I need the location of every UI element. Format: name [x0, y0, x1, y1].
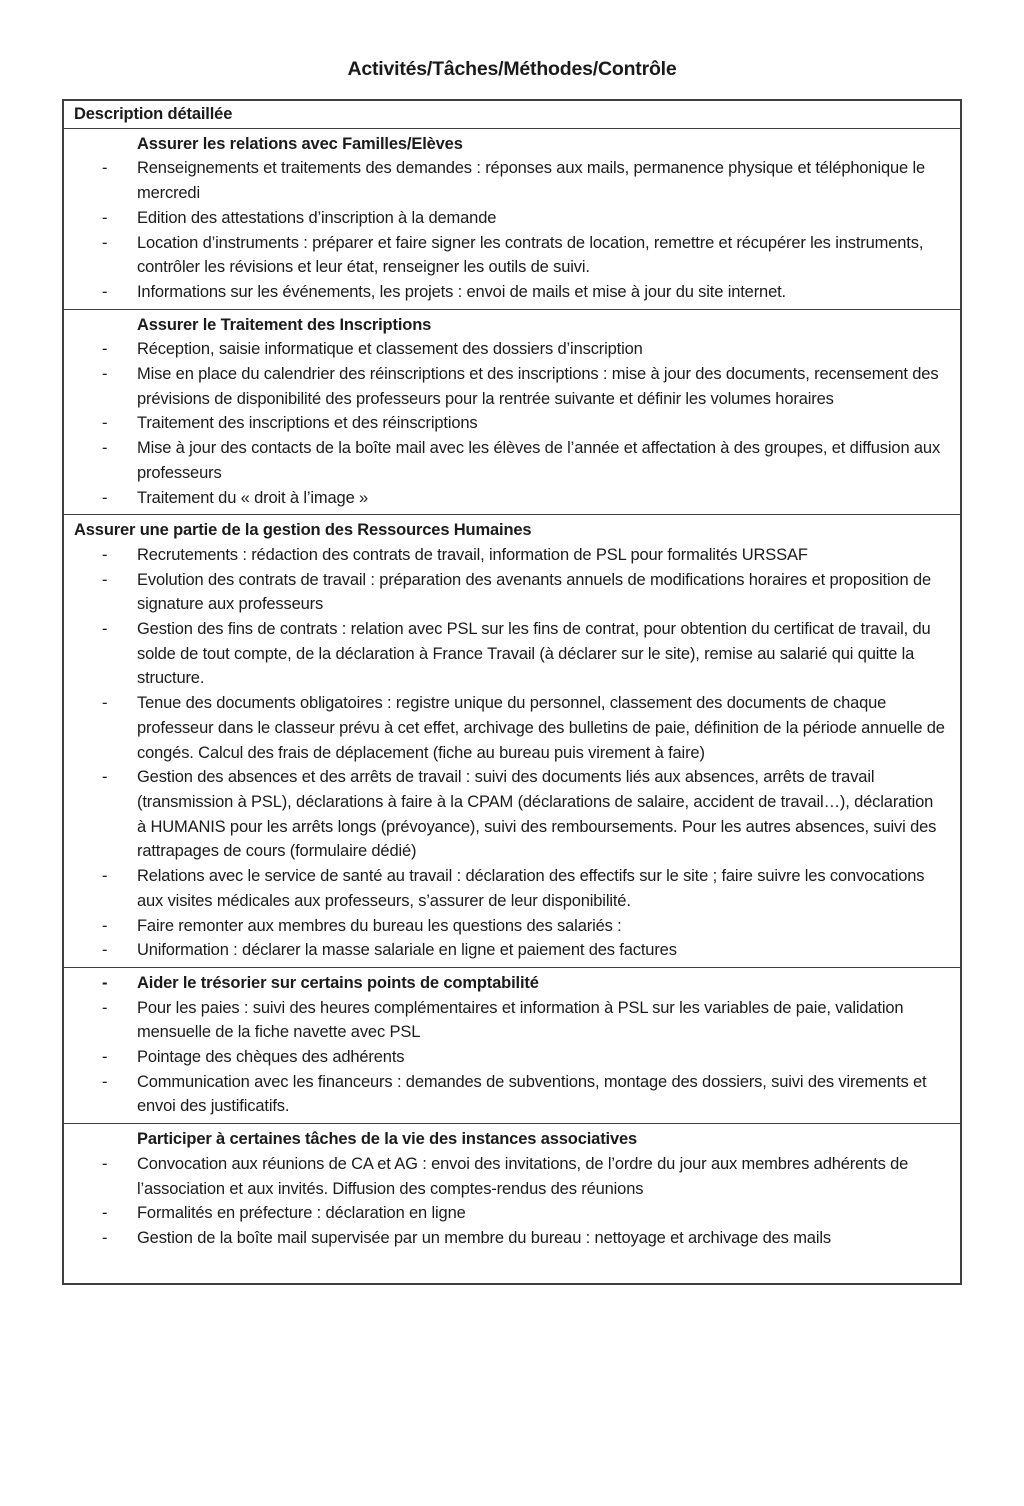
bullet-dash: - — [102, 1072, 108, 1091]
task-item-text: Edition des attestations d’inscription à la demande — [137, 208, 497, 227]
section-items — [64, 996, 960, 1120]
table-body — [64, 129, 960, 1283]
task-item — [64, 1226, 960, 1251]
section-items — [64, 156, 960, 304]
task-item — [64, 337, 960, 362]
task-item — [64, 231, 960, 280]
task-item — [64, 436, 960, 485]
section-heading — [64, 971, 960, 996]
task-item — [64, 1152, 960, 1201]
table-header-row — [64, 101, 960, 129]
bullet-dash: - — [102, 1154, 108, 1173]
task-item — [64, 486, 960, 511]
bullet-dash: - — [102, 867, 108, 886]
task-item — [64, 1201, 960, 1226]
bullet-dash: - — [102, 439, 108, 458]
table-section-row — [64, 514, 960, 967]
task-item — [64, 1045, 960, 1070]
section-heading-text: Assurer les relations avec Familles/Elèves — [137, 134, 463, 153]
section-heading — [64, 132, 960, 157]
task-item-text: Informations sur les événements, les projets : envoi de mails et mise à jour du site internet. — [137, 282, 786, 301]
section-heading-text: Assurer une partie de la gestion des Ressources Humaines — [74, 521, 532, 540]
bullet-dash: - — [102, 159, 108, 178]
section-items — [64, 337, 960, 510]
task-item-text: Mise en place du calendrier des réinscriptions et des inscriptions : mise à jour des documents, recensement des prévisions de disponibilité des professeurs pour la rentrée suivante et définir les volumes horaires — [137, 365, 939, 408]
bullet-dash: - — [102, 488, 108, 507]
table-section-row — [64, 967, 960, 1123]
task-item-text: Gestion des fins de contrats : relation avec PSL sur les fins de contrat, pour obtention du certificat de travail, du solde de tout compte, de la déclaration à France Travail (à déclarer sur le site), remise au salarié qui quitte la structure. — [137, 620, 931, 688]
task-item-text: Communication avec les financeurs : demandes de subventions, montage des dossiers, suivi des virements et envoi des justificatifs. — [137, 1072, 927, 1116]
bullet-dash: - — [102, 545, 108, 564]
task-item — [64, 938, 960, 963]
bullet-dash: - — [102, 941, 108, 960]
task-item-text: Recrutements : rédaction des contrats de travail, information de PSL pour formalités URSSAF — [137, 545, 808, 564]
task-item — [64, 280, 960, 305]
table-header-label: Description détaillée — [74, 105, 233, 123]
bullet-dash: - — [102, 570, 108, 589]
task-item-text: Evolution des contrats de travail : préparation des avenants annuels de modifications horaires et proposition de signature aux professeurs — [137, 570, 932, 614]
section-heading — [64, 518, 960, 543]
task-item-text: Traitement des inscriptions et des réinscriptions — [137, 414, 478, 433]
section-heading — [64, 313, 960, 338]
task-item — [64, 1070, 960, 1119]
task-item — [64, 996, 960, 1045]
task-item-text: Gestion des absences et des arrêts de travail : suivi des documents liés aux absences, arrêts de travail (transmission à PSL), déclarations à faire à la CPAM (déclarations de salaire, accident de travail…), déclaration à HUMANIS pour les arrêts longs (prévoyance), suivi des remboursements. Pour les autres absences, suivi des rattrapages de cours (formulaire dédié) — [137, 768, 937, 861]
task-item-text: Pour les paies : suivi des heures complémentaires et information à PSL sur les variables de paie, validation mensuelle de la fiche navette avec PSL — [137, 998, 904, 1042]
task-item — [64, 206, 960, 231]
task-item — [64, 543, 960, 568]
section-items — [64, 1152, 960, 1251]
table-section-row — [64, 129, 960, 309]
bullet-dash: - — [102, 1228, 108, 1247]
section-items — [64, 543, 960, 963]
task-item-text: Relations avec le service de santé au travail : déclaration des effectifs sur le site ; faire suivre les convocations aux visites médicales aux professeurs, s’assurer de leur disponibilité. — [137, 867, 925, 910]
task-item-text: Pointage des chèques des adhérents — [137, 1048, 405, 1067]
bullet-dash: - — [102, 768, 108, 787]
bullet-dash: - — [102, 1204, 108, 1223]
task-item-text: Faire remonter aux membres du bureau les questions des salariés : — [137, 916, 622, 935]
task-item-text: Réception, saisie informatique et classement des dossiers d’inscription — [137, 340, 643, 359]
bullet-dash: - — [102, 414, 108, 433]
task-item — [64, 156, 960, 205]
bullet-dash: - — [102, 998, 108, 1017]
bullet-dash: - — [102, 916, 108, 935]
bullet-dash: - — [102, 1048, 108, 1067]
document-title: Activités/Tâches/Méthodes/Contrôle — [347, 58, 677, 80]
table-section-row — [64, 309, 960, 515]
bullet-dash: - — [102, 340, 108, 359]
task-item — [64, 362, 960, 411]
task-item-text: Formalités en préfecture : déclaration en ligne — [137, 1204, 466, 1223]
task-item — [64, 568, 960, 617]
bullet-dash: - — [102, 233, 108, 252]
task-item-text: Gestion de la boîte mail supervisée par un membre du bureau : nettoyage et archivage des mails — [137, 1228, 831, 1247]
task-item-text: Location d’instruments : préparer et faire signer les contrats de location, remettre et récupérer les instruments, contrôler les révisions et leur état, renseigner les outils de suivi. — [137, 233, 924, 277]
table-section-row — [64, 1123, 960, 1283]
task-item-text: Convocation aux réunions de CA et AG : envoi des invitations, de l’ordre du jour aux membres adhérents de l’association et aux invités. Diffusion des comptes-rendus des réunions — [137, 1154, 909, 1198]
section-heading — [64, 1127, 960, 1152]
document-page — [0, 58, 1024, 1285]
section-heading-text: Aider le trésorier sur certains points de comptabilité — [137, 973, 539, 992]
section-heading-text: Assurer le Traitement des Inscriptions — [137, 315, 432, 334]
bullet-dash: - — [102, 208, 108, 227]
bullet-dash: - — [102, 282, 108, 301]
task-item — [64, 411, 960, 436]
task-item-text: Mise à jour des contacts de la boîte mail avec les élèves de l’année et affectation à des groupes, et diffusion aux professeurs — [137, 439, 941, 482]
task-item-text: Tenue des documents obligatoires : registre unique du personnel, classement des documents de chaque professeur dans le classeur prévu à cet effet, archivage des bulletins de paie, définition de la période annuelle de congés. Calcul des frais de déplacement (fiche au bureau puis virement à faire) — [137, 694, 945, 762]
bullet-dash: - — [102, 973, 108, 992]
task-item — [64, 864, 960, 913]
task-item — [64, 765, 960, 864]
task-item — [64, 914, 960, 939]
bullet-dash: - — [102, 365, 108, 384]
section-heading-text: Participer à certaines tâches de la vie des instances associatives — [137, 1130, 638, 1149]
task-item-text: Renseignements et traitements des demandes : réponses aux mails, permanence physique et téléphonique le mercredi — [137, 159, 926, 203]
bullet-dash: - — [102, 620, 108, 639]
task-item-text: Traitement du « droit à l’image » — [137, 488, 369, 507]
bullet-dash: - — [102, 694, 108, 713]
task-item-text: Uniformation : déclarer la masse salariale en ligne et paiement des factures — [137, 941, 677, 960]
task-item — [64, 691, 960, 765]
activities-table — [62, 99, 962, 1285]
task-item — [64, 617, 960, 691]
